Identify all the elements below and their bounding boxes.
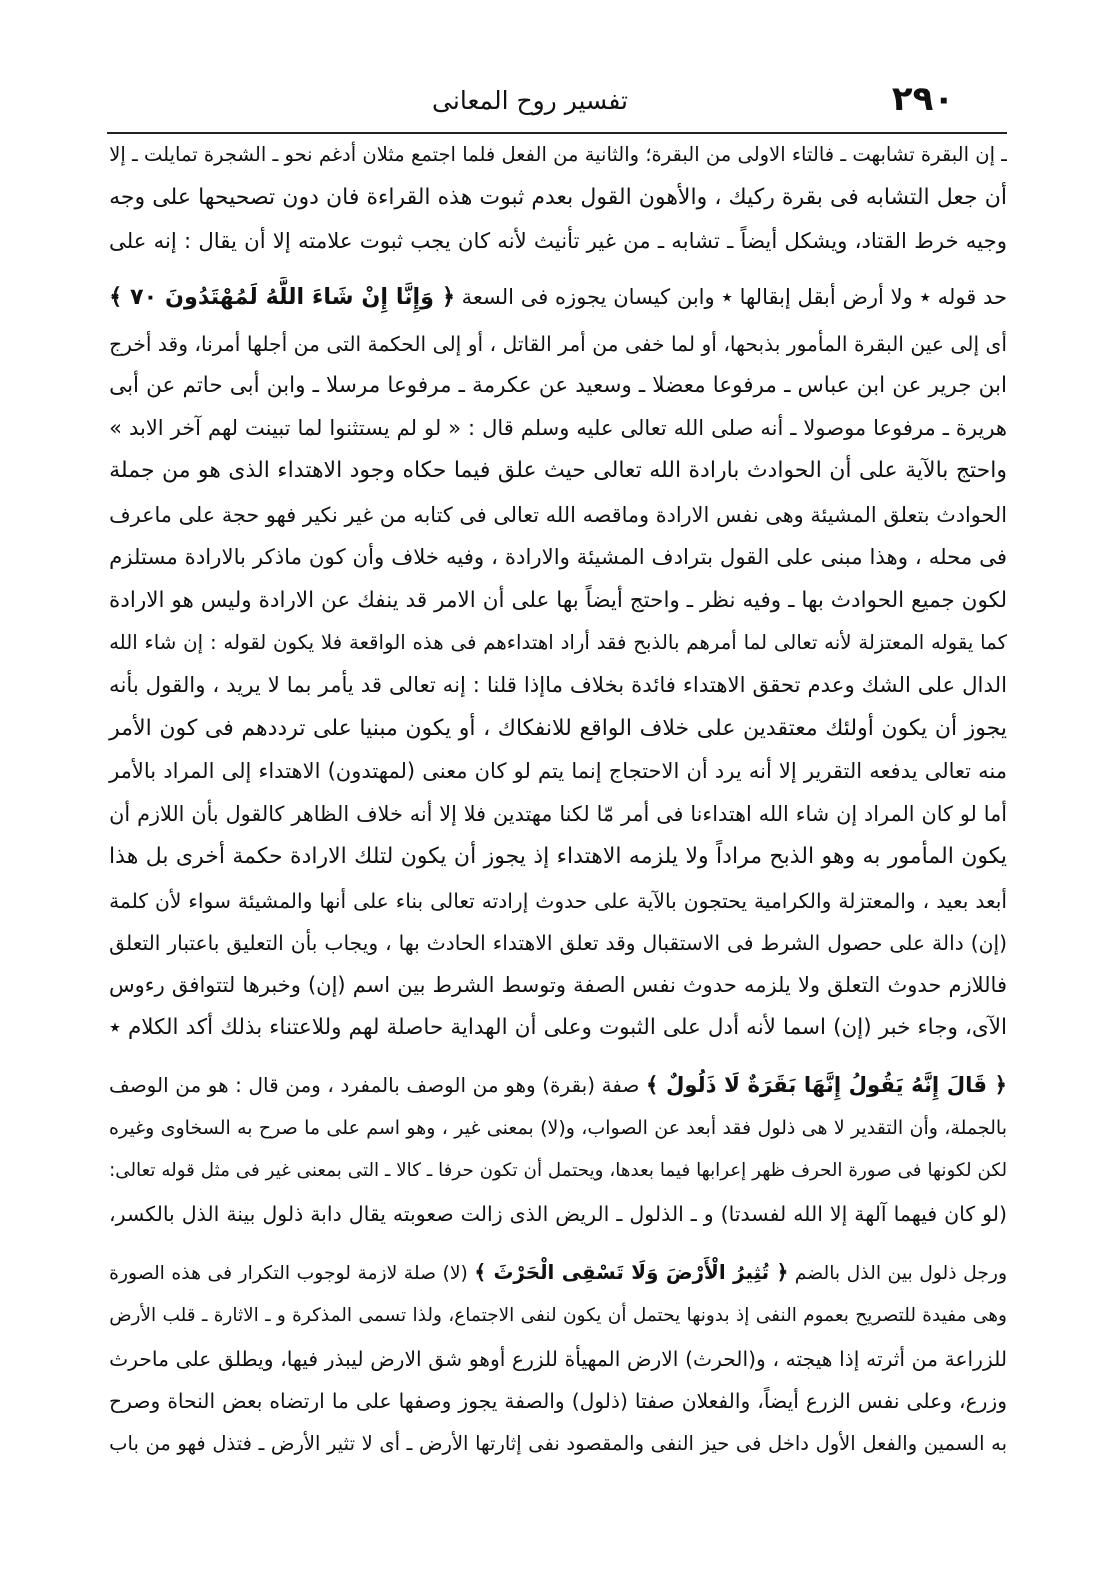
line-text: الآى، وجاء خبر (إن) اسما لأنه أدل على الثبوت وعلى أن الهداية حاصلة لهم وللاعتناء بذلك أكد الكلام ٭ [109,1015,1007,1040]
text-line-2 [107,180,1007,216]
page-number: ٢٩٠ [891,79,955,119]
line-text: به السمين والفعل الأول داخل فى حيز النفى والمقصود نفى إثارتها الأرض ـ أى لا تثير الأرض ـ فتذل فهو من باب [109,1432,1007,1455]
line-text: الدال على الشك وعدم تحقق الاهتداء فائدة بخلاف ماإذا قلنا : إنه تعالى قد يأمر بما لا يريد ، والقول بأنه [109,673,1007,698]
text-line-12 [107,625,1007,661]
text-line-4 [107,277,1007,317]
text-line-28 [107,1341,1007,1377]
line-text: الحوادث بتعلق المشيئة وهى نفس الارادة وماقصه الله تعالى فى كتابه من غير نكير فهو حجة على ماعرف [109,503,1007,527]
quran-verse: ﴿ وَإِنَّا إِنْ شَاءَ اللَّهُ لَمُهْتَدُونَ ٧٠ ﴾ [109,284,455,310]
running-title: تفسير روح المعانى [432,86,628,115]
text-line-14 [107,711,1007,747]
text-line-23 [107,1110,1007,1146]
commentary-text: حد قوله ٭ ولا أرض أبقل إبقالها ٭ وابن كيسان يجوزه فى السعة [461,285,1007,309]
line-text: بالجملة، وأن التقدير لا هى ذلول فقد أبعد عن الصواب، و(لا) بمعنى غير ، وهو اسم على ما صرح به السخاوى وغيره [109,1117,1007,1139]
text-line-22 [107,1065,1007,1105]
line-text: أى إلى عين البقرة المأمور بذبحها، أو لما خفى من أمر القاتل ، أو إلى الحكمة التى من أجلها أمرنا، وقد أخرج [109,332,1007,356]
line-text: ابن جرير عن ابن عباس ـ مرفوعا معضلا ـ وسعيد عن عكرمة ـ مرفوعا مرسلا ـ وابن أبى حاتم عن أبى [109,373,1007,398]
line-text: ـ إن البقرة تشابهت ـ فالتاء الاولى من البقرة؛ والثانية من الفعل فلما اجتمع مثلان أدغم نحو ـ الشجرة تمايلت ـ إلا [109,143,1007,166]
line-text: أما لو كان المراد إن شاء الله اهتداءنا فى أمر مّا لكنا مهتدين فلا إلا أنه خلاف الظاهر كالقول بأن اللازم أن [109,802,1007,826]
line-text: وجيه خرط القتاد، ويشكل أيضاً ـ تشابه ـ من غير تأنيث لأنه كان يجب ثبوت علامته إلا أن يقال : إنه على [109,229,1007,254]
line-text: (لو كان فيهما آلهة إلا الله لفسدتا) و ـ الذلول ـ الريض الذى زالت صعوبته يقال دابة ذلول بينة الذل بالكسر، [109,1202,1007,1226]
text-line-6 [107,368,1007,404]
text-line-7 [107,410,1007,446]
text-line-15 [107,753,1007,789]
text-line-3 [107,224,1007,260]
line-text: لكن لكونها فى صورة الحرف ظهر إعرابها فيما بعدها، ويحتمل أن تكون حرفا ـ كالا ـ التى بمعنى غير فى مثل قوله تعالى: [109,1160,1007,1181]
quran-verse: ﴿ قَالَ إِنَّهُ يَقُولُ إِنَّهَا بَقَرَةٌ لَا ذَلُولٌ ﴾ [646,1072,1007,1097]
text-line-21 [107,1010,1007,1046]
line-text: (إن) دالة على حصول الشرط فى الاستقبال وقد تعلق الاهتداء الحادث بها ، ويجاب بأن التعليق باعتبار التعلق [109,931,1007,955]
text-line-25 [107,1196,1007,1232]
line-text [109,285,1007,309]
line-text: يجوز أن يكون أولئك معتقدين على خلاف الواقع للانفكاك ، أو يكون مبنيا على ترددهم فى كون الأمر [109,716,1007,741]
line-text: للزراعة من أثرته إذا هيجته ، و(الحرث) الارض المهيأة للزرع أوهو شق الارض ليبذر فيها، ويطلق على ماحرث [109,1347,1007,1371]
quran-verse: ﴿ تُثِيرُ الْأَرْضَ وَلَا تَسْقِى الْحَرْثَ ﴾ [474,1261,789,1284]
text-line-16 [107,796,1007,832]
commentary-text: ورجل ذلول بين الذل بالضم [794,1263,1007,1284]
commentary-text: صفة (بقرة) وهو من الوصف بالمفرد ، ومن قال : هو من الوصف [109,1073,640,1097]
line-text: لكون جميع الحوادث بها ـ وفيه نظر ـ واحتج أيضاً بها على أن الامر قد ينفك عن الارادة وليس هو الارادة [109,588,1007,613]
text-line-8 [107,453,1007,489]
text-line-24 [107,1153,1007,1189]
text-line-26 [107,1253,1007,1293]
line-text: يكون المأمور به وهو الذبح مراداً ولا يلزمه الاهتداء إذ يجوز أن يكون لتلك الارادة حكمة أخرى بل هذا [109,844,1007,869]
text-line-9 [107,497,1007,533]
line-text: فاللازم حدوث التعلق ولا يلزمه حدوث نفس الصفة وتوسط الشرط بين اسم (إن) وخبرها لتتوافق رءوس [109,973,1007,997]
line-text: أن جعل التشابه فى بقرة ركيك ، والأهون القول بعدم ثبوت هذه القراءة فان دون تصحيحها على وجه [109,185,1007,210]
text-line-30 [107,1426,1007,1462]
text-line-5 [107,326,1007,362]
text-line-17 [107,839,1007,875]
text-line-19 [107,925,1007,961]
line-text [109,1263,1007,1284]
text-line-1 [107,137,1007,173]
line-text: كما يقوله المعتزلة لأنه تعالى لما أمرهم بالذبح فقد أراد اهتداءهم فى هذه الواقعة فلا يكون لقوله : إن شاء الله [109,631,1007,654]
text-line-18 [107,883,1007,919]
line-text: واحتج بالآية على أن الحوادث بارادة الله تعالى حيث علق فيما حكاه وجود الاهتداء الذى هو من جملة [109,458,1007,483]
line-text: وهى مفيدة للتصريح بعموم النفى إذ بدونها يحتمل أن يكون لنفى الاجتماع، ولذا تسمى المذكرة و ـ الاثارة ـ قلب الأرض [109,1305,1007,1326]
text-line-13 [107,668,1007,704]
text-line-27 [107,1298,1007,1334]
line-text: منه تعالى يدفعه التقرير إلا أنه يرد أن الاحتجاج إنما يتم لو كان معنى (لمهتدون) الاهتداء إلى المراد بالأمر [109,759,1007,783]
line-text: أبعد بعيد ، والمعتزلة والكرامية يحتجون بالآية على حدوث إرادته تعالى بناء على أنها والمشيئة سواء لأن كلمة [109,889,1007,913]
text-line-20 [107,967,1007,1003]
commentary-text: (لا) صلة لازمة لوجوب التكرار فى هذه الصورة [109,1263,468,1284]
line-text [109,1073,1007,1097]
line-text: فى محله ، وهذا مبنى على القول بترادف المشيئة والارادة ، وفيه خلاف وأن كون ماذكر بالارادة مستلزم [109,545,1007,570]
text-line-11 [107,583,1007,619]
line-text: هريرة ـ مرفوعا موصولا ـ أنه صلى الله تعالى عليه وسلم قال : « لو لم يستثنوا لما تبينت لهم آخر الابد » [109,416,1007,440]
line-text: وزرع، وعلى نفس الزرع أيضاً، والفعلان صفتا (ذلول) والصفة يجوز وصفها على ما ارتضاه بعض النحاة وصرح [109,1389,1007,1413]
text-line-29 [107,1383,1007,1419]
text-line-10 [107,540,1007,576]
